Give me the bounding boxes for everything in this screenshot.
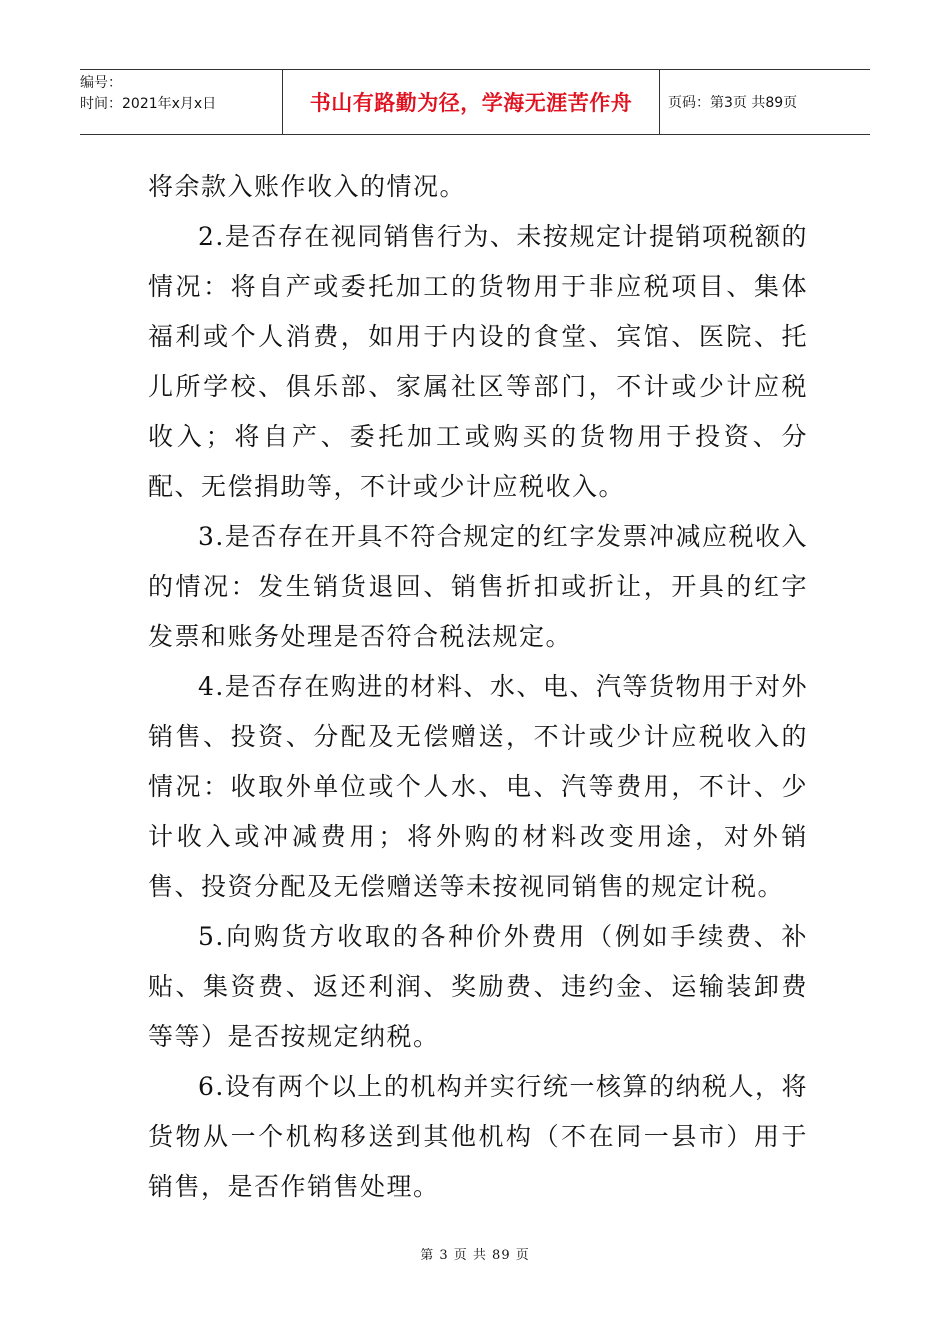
paragraph-item-6: 6.设有两个以上的机构并实行统一核算的纳税人，将货物从一个机构移送到其他机构（不在同一县市）用于销售，是否作销售处理。 — [148, 1072, 808, 1201]
header-motto: 书山有路勤为径，学海无涯苦作舟 — [282, 70, 660, 134]
page-footer: 第 3 页 共 89 页 — [420, 1248, 530, 1263]
paragraph-item-3: 3.是否存在开具不符合规定的红字发票冲减应税收入的情况：发生销货退回、销售折扣或折让，开具的红字发票和账务处理是否符合税法规定。 — [148, 522, 808, 651]
document-body — [148, 162, 808, 1212]
paragraph-continued: 将余款入账作收入的情况。 — [148, 172, 467, 201]
paragraph-item-5: 5.向购货方收取的各种价外费用（例如手续费、补贴、集资费、返还利润、奖励费、违约金、运输装卸费等等）是否按规定纳税。 — [148, 922, 808, 1051]
paragraph-item-2: 2.是否存在视同销售行为、未按规定计提销项税额的情况：将自产或委托加工的货物用于非应税项目、集体福利或个人消费，如用于内设的食堂、宾馆、医院、托儿所学校、俱乐部、家属社区等部门，不计或少计应税收入；将自产、委托加工或购买的货物用于投资、分配、无偿捐助等，不计或少计应税收入。 — [148, 222, 808, 501]
header-page-info: 页码：第3页 共89页 — [668, 95, 798, 111]
page-header — [80, 69, 870, 135]
document-time-label: 时间：2021年x月x日 — [80, 96, 217, 112]
paragraph-item-4: 4.是否存在购进的材料、水、电、汽等货物用于对外销售、投资、分配及无偿赠送，不计或少计应税收入的情况：收取外单位或个人水、电、汽等费用，不计、少计收入或冲减费用；将外购的材料改变用途，对外销售、投资分配及无偿赠送等未按视同销售的规定计税。 — [148, 672, 808, 901]
document-number-label: 编号： — [80, 75, 122, 91]
header-meta — [80, 70, 282, 134]
